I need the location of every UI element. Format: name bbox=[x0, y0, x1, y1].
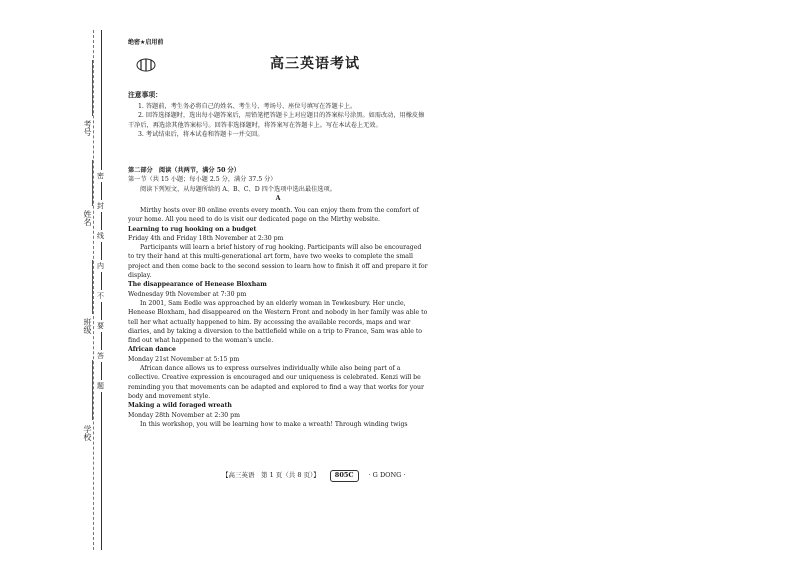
article-intro: Mirthy hosts over 80 online events every month. You can enjoy them from the comfort of your home. All you need to do is visit our dedicated page on the Mirthy website. bbox=[128, 207, 419, 224]
event-title: African dance bbox=[128, 346, 176, 354]
seal-char: 答 bbox=[97, 352, 104, 360]
seal-char: 要 bbox=[97, 322, 104, 330]
seal-char: 密 bbox=[97, 172, 104, 180]
binding-margin bbox=[0, 0, 120, 566]
event-body: In this workshop, you will be learning how to make a wreath! Through winding twigs bbox=[140, 420, 408, 428]
section-instruction: 阅读下列短文，从每题所给的 A、B、C、D 四个选项中选出最佳选项。 bbox=[140, 185, 336, 193]
event-date: Wednesday 9th November at 7:30 pm bbox=[128, 290, 247, 298]
seal-char: 内 bbox=[97, 262, 104, 270]
exam-number-line bbox=[92, 60, 93, 116]
event-body: African dance allows us to express ourselves individually while also being part of a collective. Creative expression is encouraged and our uniqueness is celebrated. Kenzi will be reminding you that movements can be adapted and explored to find a way that works for your body and movement style. bbox=[128, 365, 424, 400]
section-subsection: 第一节（共 15 小题；每小题 2.5 分，满分 37.5 分） bbox=[128, 176, 277, 184]
event-date: Monday 28th November at 2:30 pm bbox=[128, 411, 241, 419]
secret-label: 绝密★启用前 bbox=[128, 39, 164, 46]
notice-item: 3. 考试结束后，将本试卷和答题卡一并交回。 bbox=[138, 131, 264, 139]
notice-item: 2. 回答选择题时，选出每小题答案后，用铅笔把答题卡上对应题目的答案标号涂黑。如需改动，用橡皮擦干净后，再选涂其他答案标号。回答非选择题时，将答案写在答题卡上。写在本试卷上无效。 bbox=[128, 112, 425, 129]
notice-block bbox=[128, 90, 428, 139]
name-line bbox=[92, 160, 93, 206]
notice-heading: 注意事项： bbox=[128, 91, 162, 99]
event-date: Friday 4th and Friday 18th November at 2:30 pm bbox=[128, 234, 284, 242]
notice-item: 1. 答题前，考生务必将自己的姓名、考生号、考场号、座位号填写在答题卡上。 bbox=[138, 103, 357, 111]
exam-number-label: 考号 bbox=[83, 120, 92, 136]
event-body: Participants will learn a brief history of rug hooking. Participants will also be encouraged to try their hand at this multi-generational art form, have two weeks to complete the small project and then come back to the second session to learn how to finish it off and prepare it for display. bbox=[128, 244, 428, 280]
seal-char: 题 bbox=[97, 382, 104, 390]
event-title: Making a wild foraged wreath bbox=[128, 402, 232, 410]
page-title: 高三英语考试 bbox=[270, 56, 360, 72]
event-date: Monday 21st November at 5:15 pm bbox=[128, 355, 240, 363]
seal-char: 线 bbox=[97, 232, 104, 240]
section-part: 第二部分 阅读（共两节，满分 50 分） bbox=[128, 167, 240, 174]
seal-char: 不 bbox=[97, 292, 104, 300]
exam-page bbox=[120, 30, 620, 550]
exam-code: 805C bbox=[330, 470, 359, 482]
event-title: Learning to rug hooking on a budget bbox=[128, 225, 257, 233]
name-label: 姓名 bbox=[83, 210, 92, 226]
section-header bbox=[128, 166, 428, 203]
event-body: In 2001, Sam Eedle was approached by an elderly woman in Tewkesbury. Her uncle, Henease Bloxham, had disappeared on the Western Front and nobody in her family was able to tell her what actually happened to him. By accessing the available records, maps and war diaries, and by taking a diversion to the battlefield while on a trip to France, Sam was able to find out what happened to the woman's uncle. bbox=[128, 299, 428, 345]
class-label: 班级 bbox=[83, 318, 92, 334]
class-line bbox=[92, 260, 93, 314]
brand-mark: · G DONG · bbox=[368, 471, 406, 479]
passage-letter: A bbox=[275, 194, 281, 202]
school-label: 学校 bbox=[83, 425, 92, 441]
seal-char: 封 bbox=[97, 202, 104, 210]
binding-dashed-line bbox=[93, 30, 94, 550]
school-line bbox=[92, 360, 93, 420]
event-title: The disappearance of Henease Bloxham bbox=[128, 281, 267, 289]
page-info: 【高三英语 第 1 页（共 8 页）】 bbox=[222, 471, 320, 479]
page-footer bbox=[222, 470, 462, 482]
article-body bbox=[128, 206, 428, 429]
